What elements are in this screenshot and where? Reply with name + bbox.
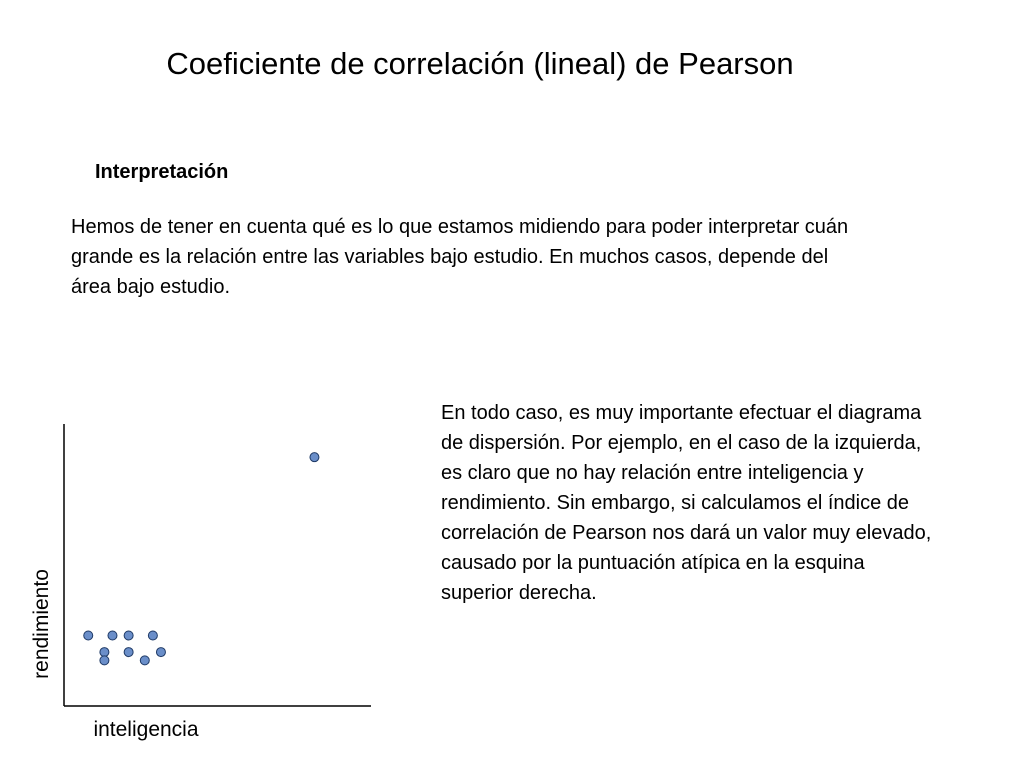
note-paragraph: En todo caso, es muy importante efectuar el diagrama de dispersión. Por ejemplo, en el caso de la izquierda, es claro que no hay relación entre inteligencia y rendimiento. Sin embargo, si calculamos el índice de correlación de Pearson nos dará un valor muy elevado, causado por la puntuación atípica en la esquina superior derecha. bbox=[441, 402, 932, 604]
section-heading: Interpretación bbox=[95, 161, 229, 183]
scatter-point-1 bbox=[84, 631, 93, 640]
scatter-point-9 bbox=[140, 656, 149, 665]
scatter-point-10 bbox=[310, 453, 319, 462]
scatter-plot bbox=[0, 400, 420, 768]
scatter-point-3 bbox=[124, 631, 133, 640]
scatter-point-2 bbox=[108, 631, 117, 640]
scatter-point-6 bbox=[124, 648, 133, 657]
intro-paragraph: Hemos de tener en cuenta qué es lo que estamos midiendo para poder interpretar cuán grande es la relación entre las variables bajo estudio. En muchos casos, depende del área bajo estudio. bbox=[71, 216, 849, 298]
x-axis-label: inteligencia bbox=[93, 718, 199, 741]
slide-title: Coeficiente de correlación (lineal) de Pearson bbox=[166, 46, 794, 81]
scatter-point-8 bbox=[100, 656, 109, 665]
scatter-point-7 bbox=[156, 648, 165, 657]
scatter-point-4 bbox=[148, 631, 157, 640]
scatter-points bbox=[84, 453, 319, 665]
scatter-chart bbox=[0, 400, 420, 768]
y-axis-label: rendimiento bbox=[30, 569, 53, 679]
scatter-point-5 bbox=[100, 648, 109, 657]
